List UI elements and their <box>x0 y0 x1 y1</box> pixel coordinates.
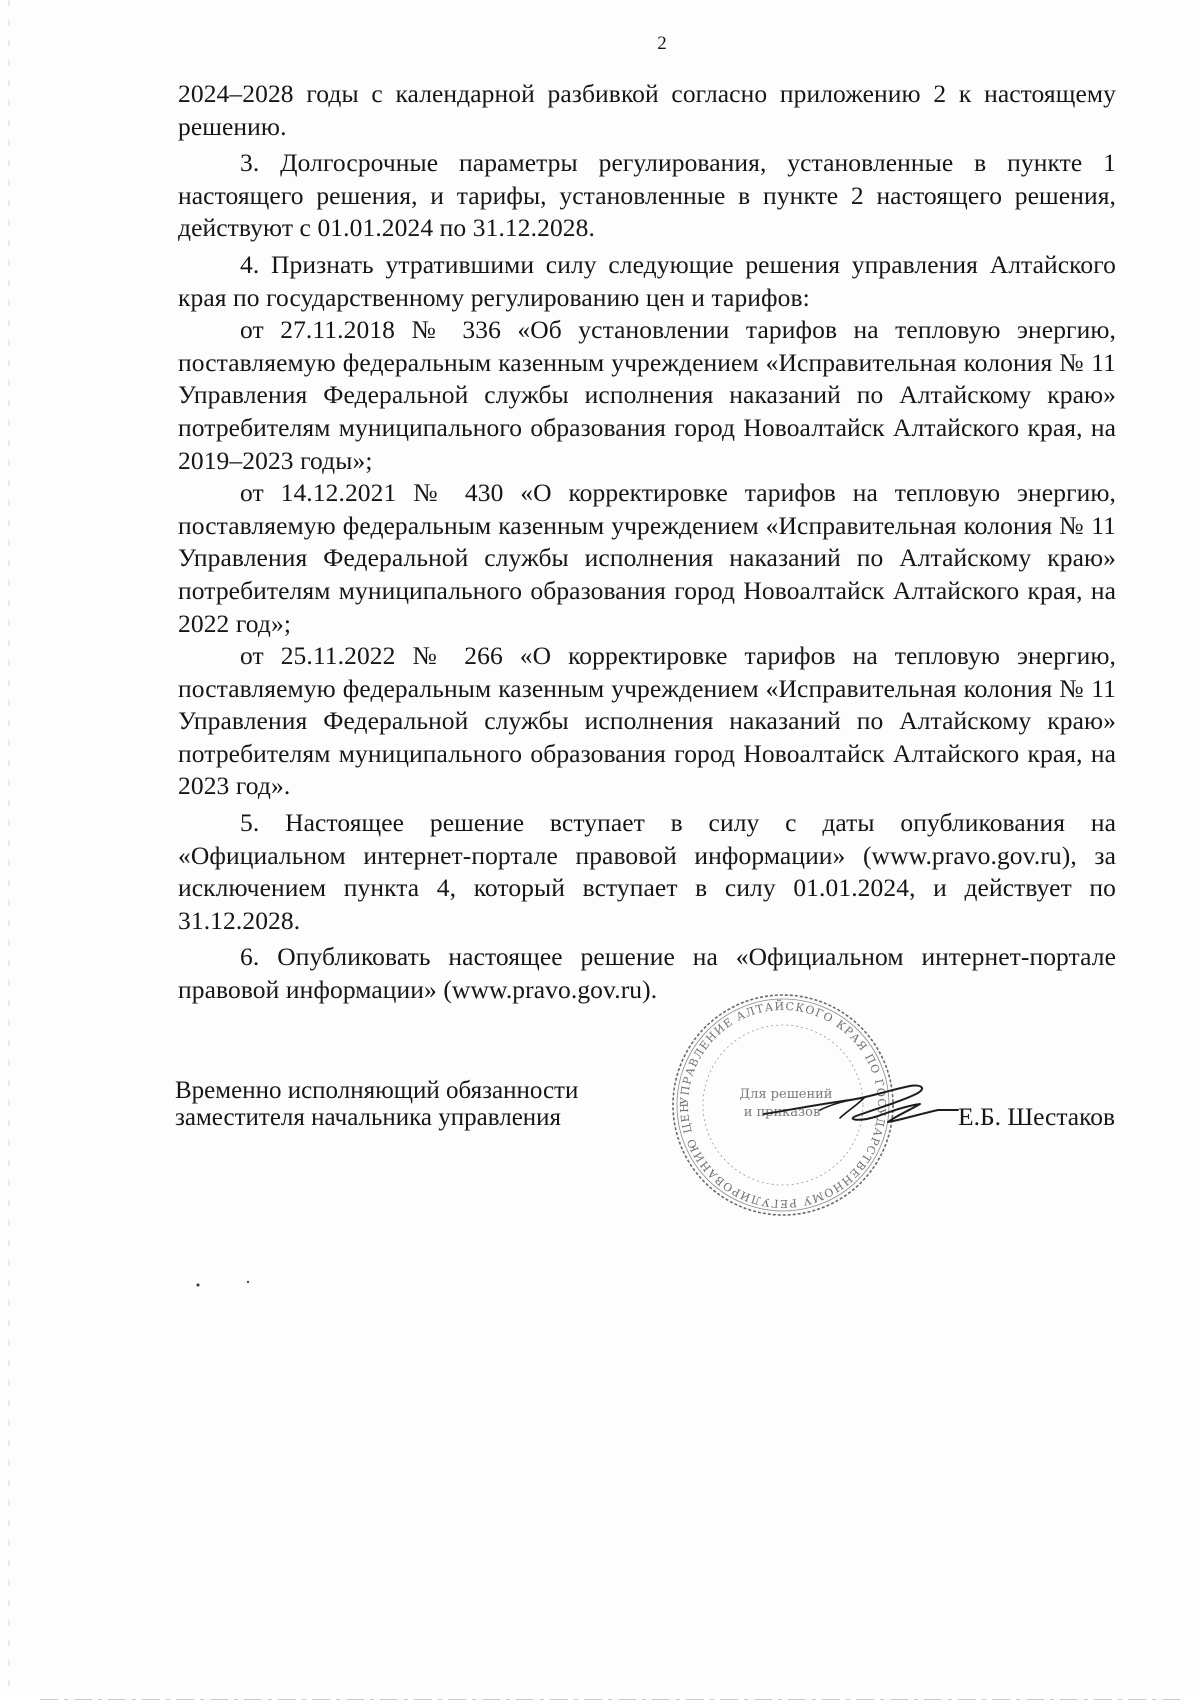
paragraph-6: 6. Опубликовать настоящее решение на «Официальном интернет-портале правовой информации» (www.pravo.gov.ru). <box>178 942 1116 1005</box>
scan-edge-left <box>8 0 10 1696</box>
paragraph-4: 4. Признать утратившими силу следующие решения управления Алтайского края по государственному регулированию цен и тарифов: <box>178 249 1116 312</box>
paragraph-4-item-2: от 14.12.2021 № 430 «О корректировке тарифов на тепловую энергию, поставляемую федеральным казенным учреждением «Исправительная колония № 11 Управления Федеральной службы исполнения наказаний по Алтайскому краю» потребителям муниципального образования город Новоалтайск Алтайского края, на 2022 год»; <box>178 478 1116 638</box>
stamp-inner-line-1: Для решений <box>739 1087 833 1102</box>
page-number: 2 <box>657 33 667 54</box>
scan-specks <box>190 1276 270 1286</box>
paragraph-5: 5. Настоящее решение вступает в силу с даты опубликования на «Официальном интернет-портале правовой информации» (www.pravo.gov.ru), за исключением пункта 4, который вступает в силу 01.01.2024, и действует по 31.12.2028. <box>178 808 1116 935</box>
signatory-position <box>175 1077 625 1131</box>
paragraph-3: 3. Долгосрочные параметры регулирования, установленные в пункте 1 настоящего решения, и тарифы, установленные в пункте 2 настоящего решения, действуют с 01.01.2024 по 31.12.2028. <box>178 148 1116 243</box>
handwritten-signature <box>760 1070 960 1140</box>
paragraph-4-item-1: от 27.11.2018 № 336 «Об установлении тарифов на тепловую энергию, поставляемую федеральным казенным учреждением «Исправительная колония № 11 Управления Федеральной службы исполнения наказаний по Алтайскому краю» потребителям муниципального образования город Новоалтайск Алтайского края, на 2019–2023 годы»; <box>178 315 1116 475</box>
scan-edge-bottom <box>40 1688 1180 1691</box>
stamp-inner-line-2: и приказов <box>743 1105 821 1120</box>
paragraph-continuation: 2024–2028 годы с календарной разбивкой согласно приложению 2 к настоящему решению. <box>178 79 1116 141</box>
signatory-name: Е.Б. Шестаков <box>958 1102 1115 1131</box>
signatory-position-line-1: Временно исполняющий обязанности <box>175 1077 579 1104</box>
paragraph-4-item-3: от 25.11.2022 № 266 «О корректировке тарифов на тепловую энергию, поставляемую федеральным казенным учреждением «Исправительная колония № 11 Управления Федеральной службы исполнения наказаний по Алтайскому краю» потребителям муниципального образования город Новоалтайск Алтайского края, на 2023 год». <box>178 641 1116 801</box>
signatory-position-line-2: заместителя начальника управления <box>175 1104 562 1131</box>
document-body <box>178 78 1116 1007</box>
stamp-outer-text: УПРАВЛЕНИЕ АЛТАЙСКОГО КРАЯ ПО ГОСУДАРСТВЕННОМУ РЕГУЛИРОВАНИЮ ЦЕН <box>677 999 889 1211</box>
